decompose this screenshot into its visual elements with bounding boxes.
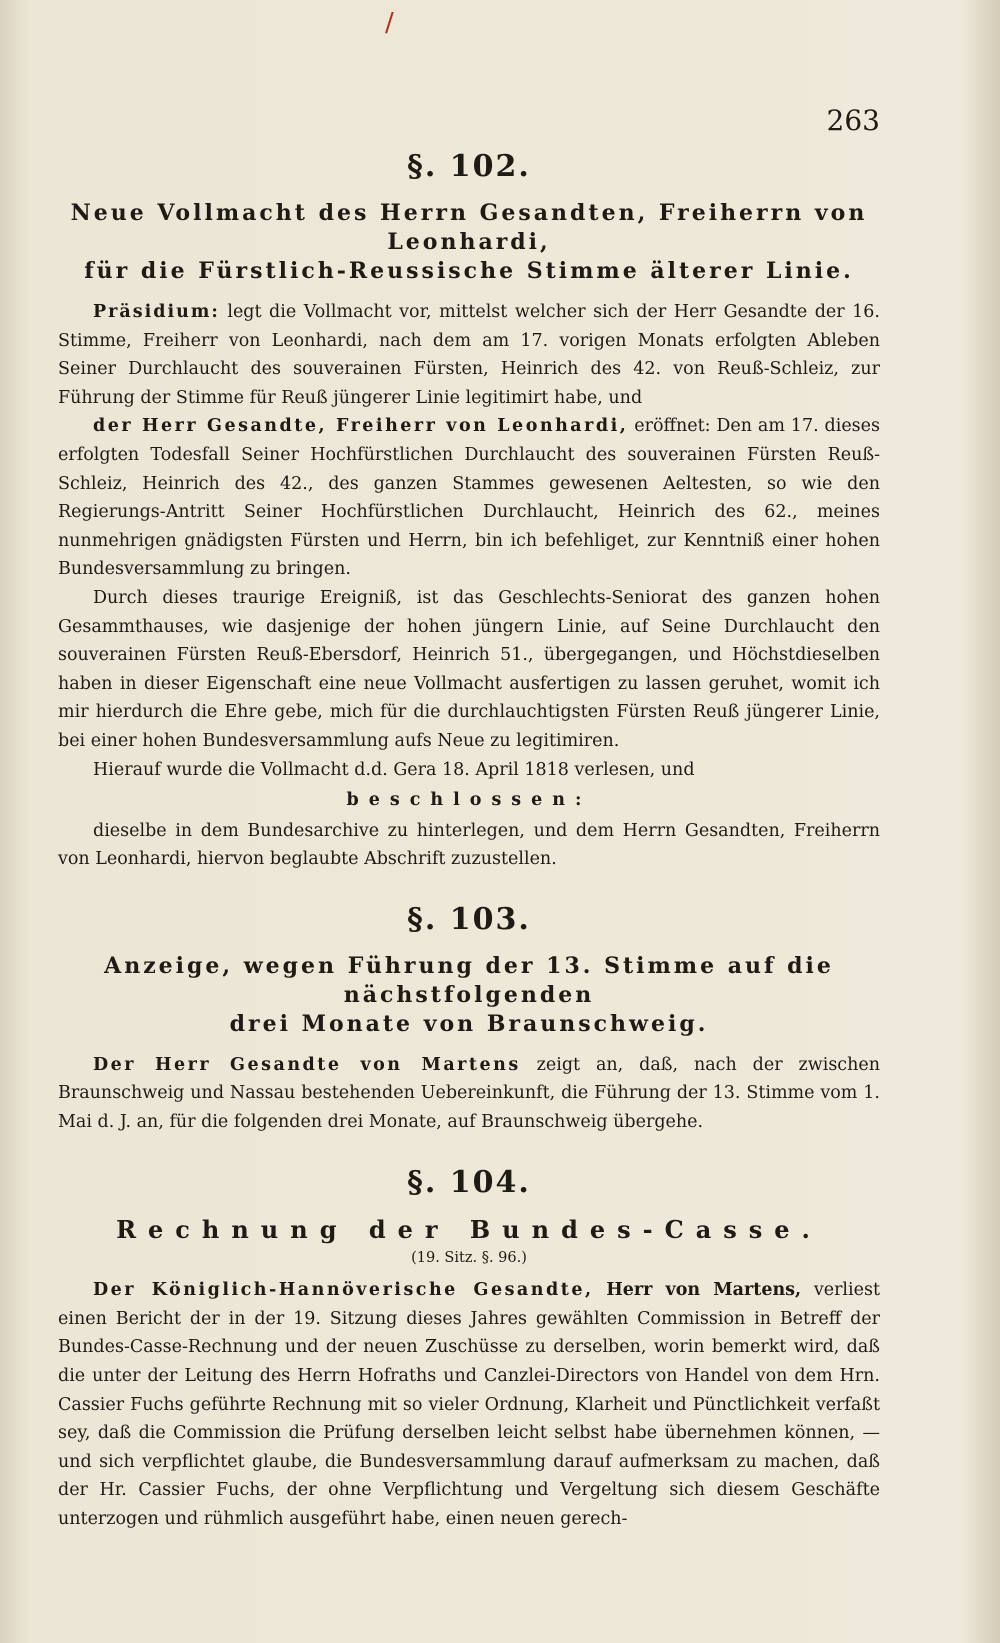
praesidium-label: Präsidium: (93, 302, 220, 322)
page-text (58, 145, 880, 1534)
page-number: 263 (826, 104, 880, 137)
pencil-mark-icon: / (385, 8, 394, 38)
section-102-heading-line2: für die Fürstlich-Reussische Stimme älterer Linie. (84, 258, 854, 284)
section-102-paragraph-1 (58, 298, 880, 412)
section-104-paragraph-1-text: verliest einen Bericht der in der 19. Sitzung dieses Jahres gewählten Commission in Betreff der Bundes-Casse-Rechnung und der neuen Zuschüsse zu derselben, worin bemerkt wird, daß die unter der Leitung des Herrn Hofraths und Canzlei-Directors von Handel von dem Hrn. Cassier Fuchs geführte Rechnung mit so vieler Ordnung, Klarheit und Pünctlichkeit verfaßt sey, daß die Commission die Prüfung derselben leicht selbst habe übernehmen können, — und sich verpflichtet glaube, die Bundesversammlung darauf aufmerksam zu machen, daß der Hr. Cassier Fuchs, der ohne Verpflichtung und Vergeltung sich diesem Geschäfte unterzogen und rühmlich ausgeführt habe, einen neuen gerech- (58, 1280, 880, 1529)
section-104-heading: Rechnung der Bundes-Casse. (116, 1214, 822, 1244)
section-102-paragraph-5: dieselbe in dem Bundesarchive zu hinterlegen, und dem Herrn Gesandten, Freiherrn von Leonhardi, hiervon beglaubte Abschrift zuzustellen. (58, 820, 880, 870)
sitzung-reference: (19. Sitz. §. 96.) (411, 1249, 527, 1266)
section-102-paragraph-1-text: legt die Vollmacht vor, mittelst welcher sich der Herr Gesandte der 16. Stimme, Freiherr von Leonhardi, nach dem am 17. vorigen Monats erfolgten Ableben Seiner Durchlaucht des souverainen Fürsten, Heinrich des 42. von Reuß-Schleiz, zur Führung der Stimme für Reuß jüngerer Linie legitimirt habe, und (58, 302, 880, 408)
section-103-number: §. 103. (407, 901, 531, 937)
section-102-paragraph-2 (58, 412, 880, 584)
gesandte-label: der Herr Gesandte, Freiherr von Leonhardi, (93, 416, 629, 437)
section-103-heading-line1: Anzeige, wegen Führung der 13. Stimme auf die nächstfolgenden (104, 952, 834, 1008)
section-104-paragraph-1 (58, 1276, 880, 1533)
section-104-number: §. 104. (407, 1164, 531, 1200)
section-102-paragraph-2-text: eröffnet: Den am 17. dieses erfolgten Todesfall Seiner Hochfürstlichen Durchlaucht des souverainen Fürsten Reuß-Schleiz, Heinrich des 42., des ganzen Stammes gewesenen Aeltesten, so wie den Regierungs-Antritt Seiner Hochfürstlichen Durchlaucht, Heinrich des 62., meines nunmehrigen gnädigsten Fürsten und Herrn, bin ich befehliget, zur Kenntniß einer hohen Bundesversammlung zu bringen. (58, 416, 880, 580)
section-102-paragraph-4: Hierauf wurde die Vollmacht d.d. Gera 18. April 1818 verlesen, und (93, 759, 695, 780)
martens-label: Der Herr Gesandte von Martens (93, 1054, 521, 1075)
section-103-heading-line2: drei Monate von Braunschweig. (229, 1010, 709, 1037)
section-103-paragraph-1 (58, 1051, 880, 1137)
section-103-paragraph-1-text: zeigt an, daß, nach der zwischen Braunschweig und Nassau bestehenden Uebereinkunft, die Führung der 13. Stimme vom 1. Mai d. J. an, für die folgenden drei Monate, auf Braunschweig übergehe. (58, 1054, 880, 1133)
beschlossen-label: beschlossen: (346, 790, 592, 811)
section-102-number: §. 102. (407, 149, 531, 184)
section-103-heading (58, 952, 880, 1039)
hannover-gesandte-label: Der Königlich-Hannöverische Gesandte, (93, 1280, 594, 1301)
section-102-heading-line1: Neue Vollmacht des Herrn Gesandten, Freiherrn von Leonhardi, (70, 200, 868, 255)
hannover-gesandte-name: Herr von Martens, (606, 1280, 802, 1301)
section-102-paragraph-3: Durch dieses traurige Ereigniß, ist das Geschlechts-Seniorat des ganzen hohen Gesammthauses, wie dasjenige der hohen jüngern Linie, auf Seine Durchlaucht den souverainen Fürsten Reuß-Ebersdorf, Heinrich 51., übergegangen, und Höchstdieselben haben in dieser Eigenschaft eine neue Vollmacht ausfertigen zu lassen geruhet, womit ich mir hierdurch die Ehre gebe, mich für die durchlauchtigsten Fürsten Reuß jüngerer Linie, bei einer hohen Bundesversammlung aufs Neue zu legitimiren. (58, 587, 880, 751)
section-102-heading (58, 199, 880, 286)
